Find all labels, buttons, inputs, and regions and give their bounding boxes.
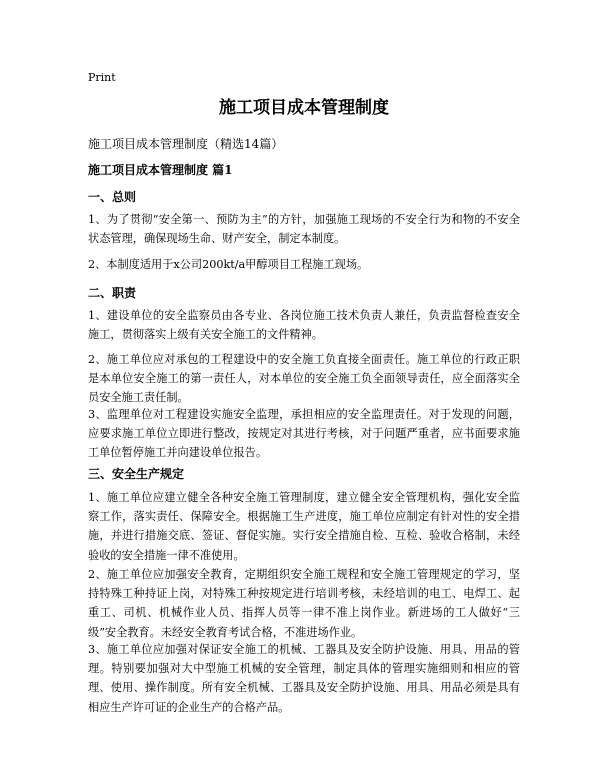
- section-heading-general: 一、总则: [88, 190, 137, 204]
- part-heading: 施工项目成本管理制度 篇1: [88, 163, 233, 177]
- paragraph: 1、施工单位应建立健全各种安全施工管理制度，建立健全安全管理机构，强化安全监察工作，落实责任、保障安全。根据施工生产进度，施工单位应制定有针对性的安全措施，并进行措施交底、签证、督促实施。实行安全措施自检、互检、验收合格制，未经验收的安全措施一律不准使用。: [88, 491, 520, 562]
- paragraph: 1、建设单位的安全监察员由各专业、各岗位施工技术负责人兼任，负责监督检查安全施工，贯彻落实上级有关安全施工的文件精神。: [88, 309, 520, 342]
- paragraph: 3、施工单位应加强对保证安全施工的机械、工器具及安全防护设施、用具、用品的管理。特别要加强对大中型施工机械的安全管理，制定具体的管理实施细则和相应的管理、使用、操作制度。所有安全机械、工器具及安全防护设施、用具、用品必须是具有相应生产许可证的企业生产的合格产品。: [88, 643, 520, 714]
- document-title: 施工项目成本管理制度: [219, 98, 389, 118]
- paragraph: 3、监理单位对工程建设实施安全监理，承担相应的安全监理责任。对于发现的问题，应要求施工单位立即进行整改，按规定对其进行考核，对于问题严重者，应书面要求施工单位暂停施工并向建设单位报告。: [88, 408, 520, 460]
- section-heading-duties: 二、职责: [88, 286, 137, 300]
- paragraph: 1、为了贯彻“安全第一、预防为主”的方针，加强施工现场的不安全行为和物的不安全状态管理，确保现场生命、财产安全，制定本制度。: [88, 213, 520, 246]
- section-heading-safety-rules: 三、安全生产规定: [88, 467, 185, 481]
- paragraph: 2、施工单位应对承包的工程建设中的安全施工负直接全面责任。施工单位的行政正职是本单位安全施工的第一责任人，对本单位的安全施工负全面领导责任，应全面落实全员安全施工责任制。: [88, 353, 520, 405]
- print-label: Print: [88, 71, 116, 84]
- paragraph: 2、本制度适用于x公司200kt/a甲醇项目工程施工现场。: [88, 258, 369, 271]
- document-subtitle: 施工项目成本管理制度（精选14篇）: [88, 137, 284, 151]
- paragraph: 2、施工单位应加强安全教育，定期组织安全施工规程和安全施工管理规定的学习，坚持特殊工种持证上岗，对特殊工种按规定进行培训考核，未经培训的电工、电焊工、起重工、司机、机械作业人员、指挥人员等一律不准上岗作业。新进场的工人做好“三级”安全教育。未经安全教育考试合格，不准进场作业。: [88, 568, 520, 639]
